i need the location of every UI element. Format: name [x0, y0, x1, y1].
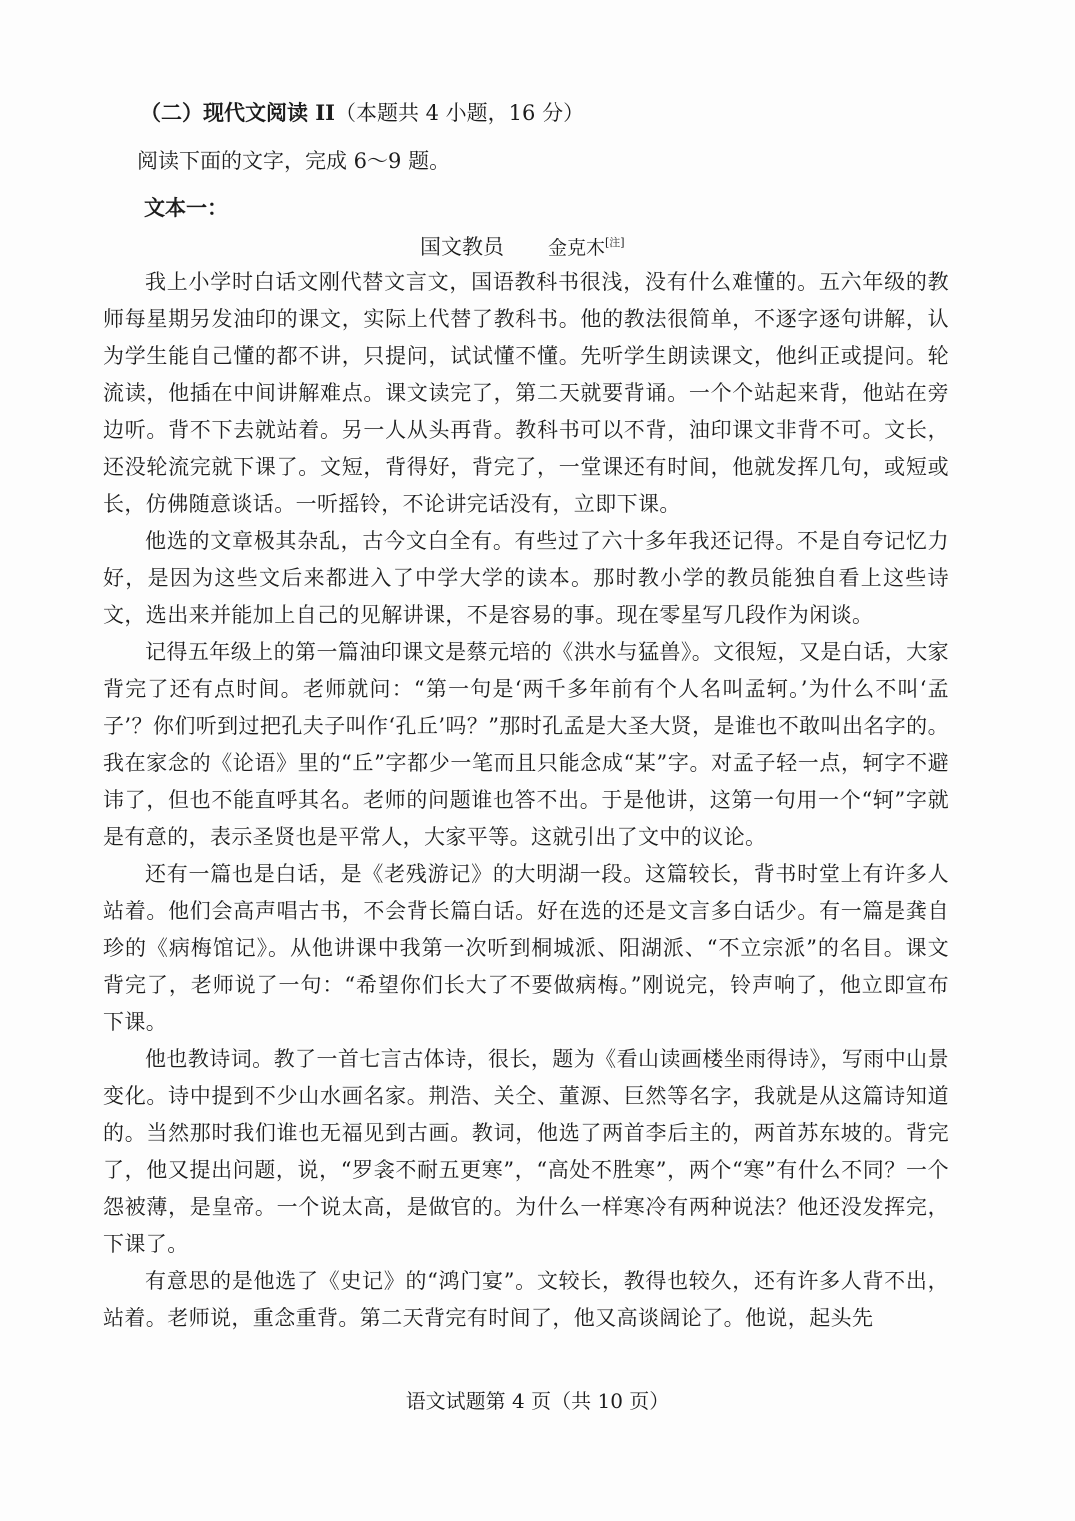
section-title: （二）现代文阅读 II [140, 100, 335, 125]
article-title-row [420, 228, 625, 263]
article-body [103, 264, 949, 1337]
section-header [140, 98, 584, 128]
author-footnote-marker: [注] [605, 236, 625, 249]
paragraph: 我上小学时白话文刚代替文言文，国语教科书很浅，没有什么难懂的。五六年级的教师每星期另发油印的课文，实际上代替了教科书。他的教法很简单，不逐字逐句讲解，认为学生能自己懂的都不讲，只提问，试试懂不懂。先听学生朗读课文，他纠正或提问。轮流读，他插在中间讲解难点。课文读完了，第二天就要背诵。一个个站起来背，他站在旁边听。背不下去就站着。另一人从头再背。教科书可以不背，油印课文非背不可。文长，还没轮流完就下课了。文短，背得好，背完了，一堂课还有时间，他就发挥几句，或短或长，仿佛随意谈话。一听摇铃，不论讲完话没有，立即下课。 [103, 270, 949, 516]
text-one-label: 文本一： [144, 195, 228, 220]
author-name: 金克木 [548, 237, 606, 259]
paragraph: 记得五年级上的第一篇油印课文是蔡元培的《洪水与猛兽》。文很短，又是白话，大家背完了还有点时间。老师就问：“第一句是‘两千多年前有个人名叫孟轲。’为什么不叫‘孟子’？你们听到过把孔夫子叫作‘孔丘’吗？”那时孔孟是大圣大贤，是谁也不敢叫出名字的。我在家念的《论语》里的“丘”字都少一笔而且只能念成“某”字。对孟子轻一点，轲字不避讳了，但也不能直呼其名。老师的问题谁也答不出。于是他讲，这第一句用一个“轲”字就是有意的，表示圣贤也是平常人，大家平等。这就引出了文中的议论。 [103, 640, 949, 849]
article-title: 国文教员 [420, 235, 504, 259]
paragraph: 他选的文章极其杂乱，古今文白全有。有些过了六十多年我还记得。不是自夸记忆力好，是因为这些文后来都进入了中学大学的读本。那时教小学的教员能独自看上这些诗文，选出来并能加上自己的见解讲课，不是容易的事。现在零星写几段作为闲谈。 [103, 529, 949, 627]
page-footer: 语文试题第 4 页（共 10 页） [405, 1389, 670, 1413]
paragraph: 他也教诗词。教了一首七言古体诗，很长，题为《看山读画楼坐雨得诗》，写雨中山景变化。诗中提到不少山水画名家。荆浩、关仝、董源、巨然等名字，我就是从这篇诗知道的。当然那时我们谁也无福见到古画。教词，他选了两首李后主的，两首苏东坡的。背完了，他又提出问题，说，“罗衾不耐五更寒”，“高处不胜寒”，两个“寒”有什么不同？一个怨被薄，是皇帝。一个说太高，是做官的。为什么一样寒冷有两种说法？他还没发挥完，下课了。 [103, 1047, 949, 1256]
paragraph: 有意思的是他选了《史记》的“鸿门宴”。文较长，教得也较久，还有许多人背不出，站着。老师说，重念重背。第二天背完有时间了，他又高谈阔论了。他说，起头先 [103, 1269, 949, 1330]
reading-instruction: 阅读下面的文字，完成 6～9 题。 [137, 149, 451, 173]
section-note: （本题共 4 小题，16 分） [334, 101, 585, 125]
paragraph: 还有一篇也是白话，是《老残游记》的大明湖一段。这篇较长，背书时堂上有许多人站着。他们会高声唱古书，不会背长篇白话。好在选的还是文言多白话少。有一篇是龚自珍的《病梅馆记》。从他讲课中我第一次听到桐城派、阳湖派、“不立宗派”的名目。课文背完了，老师说了一句：“希望你们长大了不要做病梅。”刚说完，铃声响了，他立即宣布下课。 [103, 862, 949, 1034]
article-author [548, 237, 625, 259]
